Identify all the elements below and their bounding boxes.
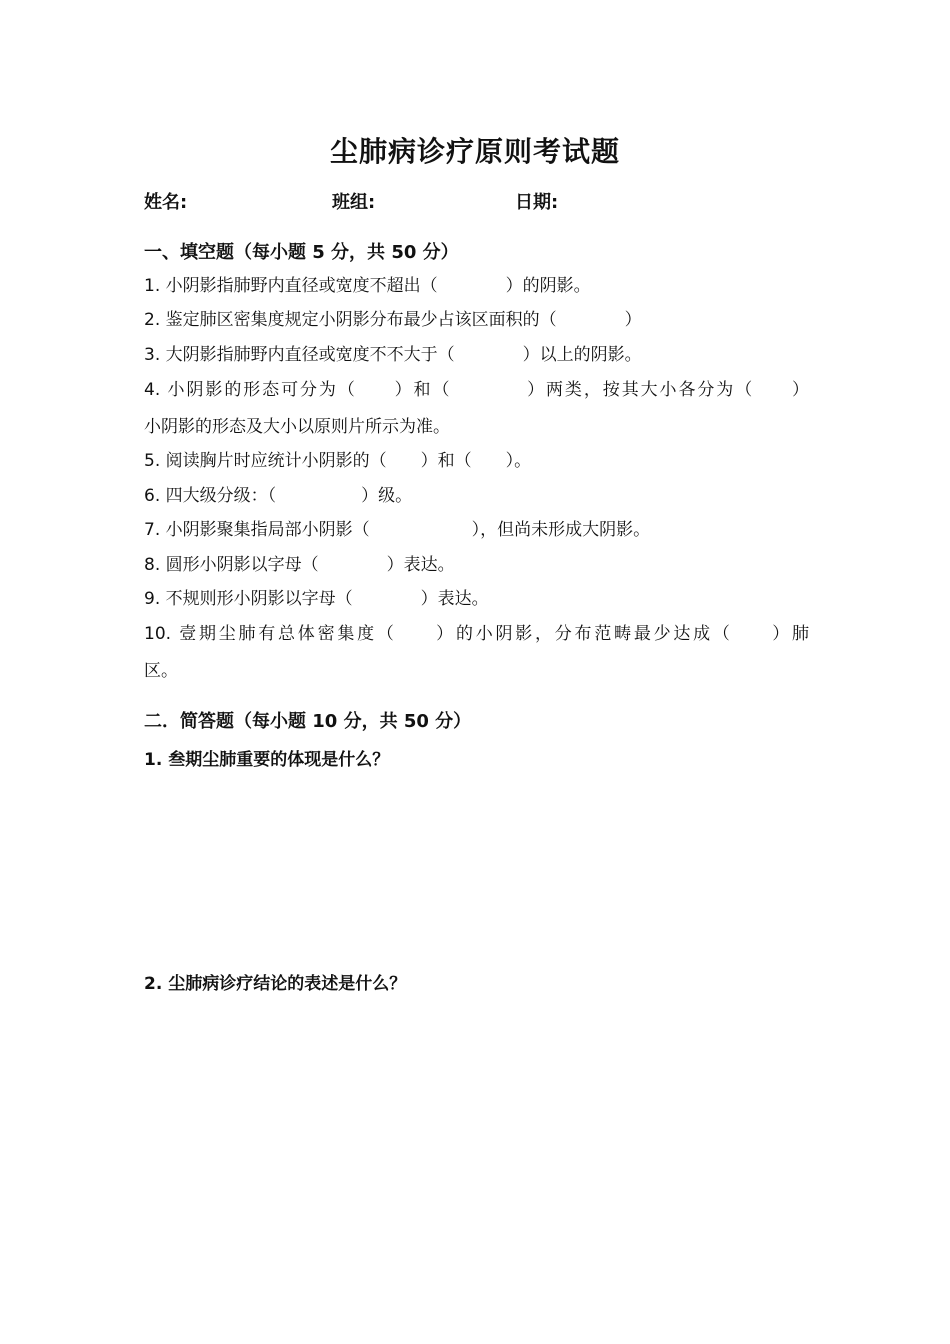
question-2: 2. 鉴定肺区密集度规定小阴影分布最少占该区面积的（ ） [144,310,642,330]
section-fill-blank-heading: 一、填空题（每小题 5 分，共 50 分） [144,242,459,263]
question-1: 1. 小阴影指肺野内直径或宽度不超出（ ）的阴影。 [144,276,591,296]
question-10 [144,616,809,652]
question-10-line-2: 区。 [144,661,178,681]
short-answer-question-1: 1. 叁期尘肺重要的体现是什么？ [144,750,390,770]
question-4-line-1: 4. 小阴影的形态可分为（ ）和（ ）两类，按其大小各分为（ ） [144,380,809,400]
question-8: 8. 圆形小阴影以字母（ ）表达。 [144,555,455,575]
question-9: 9. 不规则形小阴影以字母（ ）表达。 [144,589,489,609]
question-3: 3. 大阴影指肺野内直径或宽度不不大于（ ）以上的阴影。 [144,345,642,365]
page-title: 尘肺病诊疗原则考试题 [329,135,620,168]
question-7: 7. 小阴影聚集指局部小阴影（ ），但尚未形成大阴影。 [144,520,651,540]
question-10-line-1: 10. 壹期尘肺有总体密集度（ ）的小阴影，分布范畴最少达成（ ）肺 [144,624,809,644]
question-5: 5. 阅读胸片时应统计小阴影的（ ）和（ ）。 [144,451,532,471]
date-label: 日期: [515,192,559,213]
section-short-answer-heading: 二．简答题（每小题 10 分，共 50 分） [144,711,472,732]
question-4 [144,372,809,408]
name-label: 姓名: [144,192,188,213]
question-6: 6. 四大级分级：（ ）级。 [144,486,413,506]
group-label: 班组: [332,192,376,213]
short-answer-question-2: 2. 尘肺病诊疗结论的表述是什么？ [144,974,407,994]
question-4-line-2: 小阴影的形态及大小以原则片所示为准。 [144,417,450,437]
